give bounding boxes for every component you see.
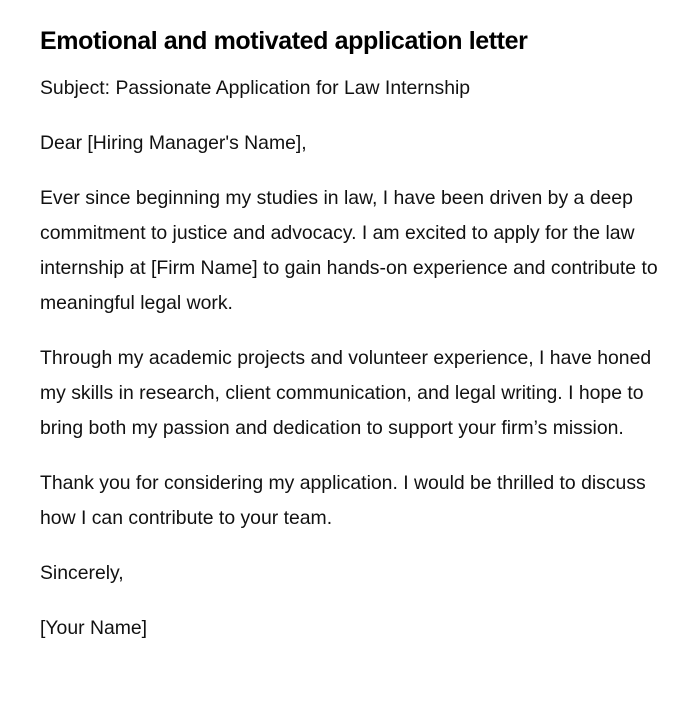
letter-closing: Sincerely, (40, 562, 124, 584)
letter-salutation: Dear [Hiring Manager's Name], (40, 132, 307, 154)
letter-signature: [Your Name] (40, 617, 148, 639)
letter-subject: Subject: Passionate Application for Law Internship (40, 77, 471, 99)
letter-paragraph-2: Through my academic projects and volunteer experience, I have honed my skills in research, client communication, and legal writing. I hope to bring both my passion and dedication to support your firm’s mission. (40, 347, 652, 439)
letter-paragraph-3: Thank you for considering my application. I would be thrilled to discuss how I can contribute to your team. (40, 472, 646, 529)
letter-paragraph-1: Ever since beginning my studies in law, I have been driven by a deep commitment to justice and advocacy. I am excited to apply for the law internship at [Firm Name] to gain hands-on experience and contribute to meaningful legal work. (40, 187, 658, 314)
letter-title: Emotional and motivated application letter (40, 27, 528, 55)
